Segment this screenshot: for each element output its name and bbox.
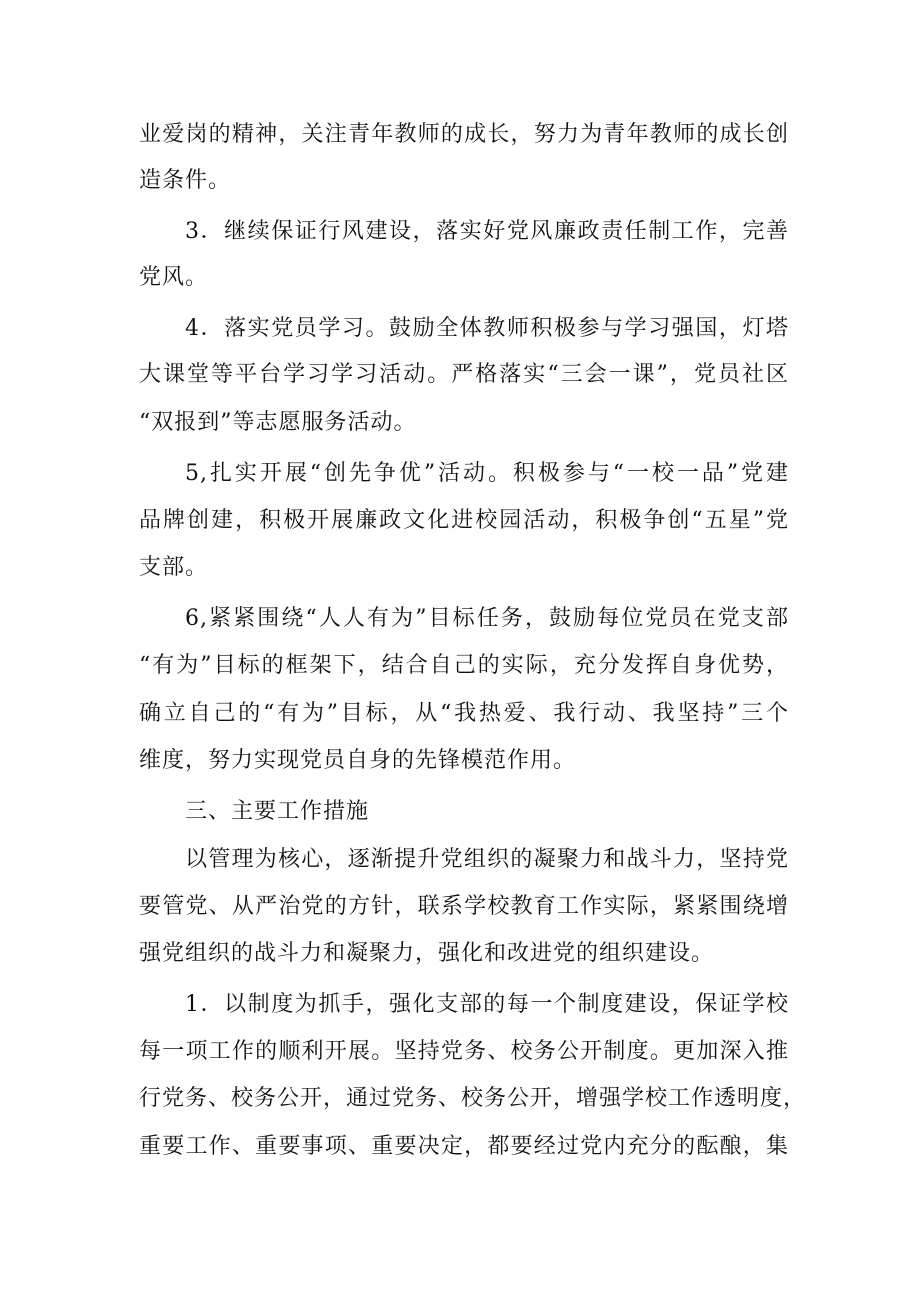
paragraph-line: “双报到”等志愿服务活动。 <box>139 410 417 435</box>
paragraph-line: 5,扎实开展“创先争优”活动。积极参与“一校一品”党建 <box>185 461 789 486</box>
paragraph-line: 行党务、校务公开，通过党务、校务公开，增强学校工作透明度， <box>139 1086 807 1111</box>
paragraph-line: 强党组织的战斗力和凝聚力，强化和改进党的组织建设。 <box>139 941 715 966</box>
paragraph-line: 业爱岗的精神，关注青年教师的成长，努力为青年教师的成长创 <box>139 122 789 147</box>
paragraph-line: 要管党、从严治党的方针，联系学校教育工作实际，紧紧围绕增 <box>139 894 789 919</box>
paragraph-line: “有为”目标的框架下，结合自己的实际，充分发挥自身优势， <box>139 653 789 678</box>
paragraph-line: 3．继续保证行风建设，落实好党风廉政责任制工作，完善 <box>185 219 789 244</box>
paragraph-line: 确立自己的“有为”目标，从“我热爱、我行动、我坚持”三个 <box>139 701 789 726</box>
paragraph-line: 品牌创建，积极开展廉政文化进校园活动，积极争创“五星”党 <box>139 508 789 533</box>
paragraph-line: 支部。 <box>139 555 209 580</box>
section-heading: 三、主要工作措施 <box>185 799 370 824</box>
paragraph-line: 以管理为核心，逐渐提升党组织的凝聚力和战斗力，坚持党 <box>185 847 789 872</box>
paragraph-line: 大课堂等平台学习学习活动。严格落实“三会一课”，党员社区 <box>139 362 789 387</box>
paragraph-line: 党风。 <box>139 265 209 290</box>
paragraph-line: 造条件。 <box>139 168 232 193</box>
paragraph-line: 4．落实党员学习。鼓励全体教师积极参与学习强国，灯塔 <box>185 316 789 341</box>
paragraph-line: 每一项工作的顺利开展。坚持党务、校务公开制度。更加深入推 <box>139 1039 789 1064</box>
paragraph-line: 重要工作、重要事项、重要决定，都要经过党内充分的酝酿，集 <box>139 1134 789 1159</box>
paragraph-line: 维度，努力实现党员自身的先锋模范作用。 <box>139 748 577 773</box>
paragraph-line: 1．以制度为抓手，强化支部的每一个制度建设，保证学校 <box>185 992 789 1017</box>
paragraph-line: 6,紧紧围绕“人人有为”目标任务，鼓励每位党员在党支部 <box>185 606 789 631</box>
